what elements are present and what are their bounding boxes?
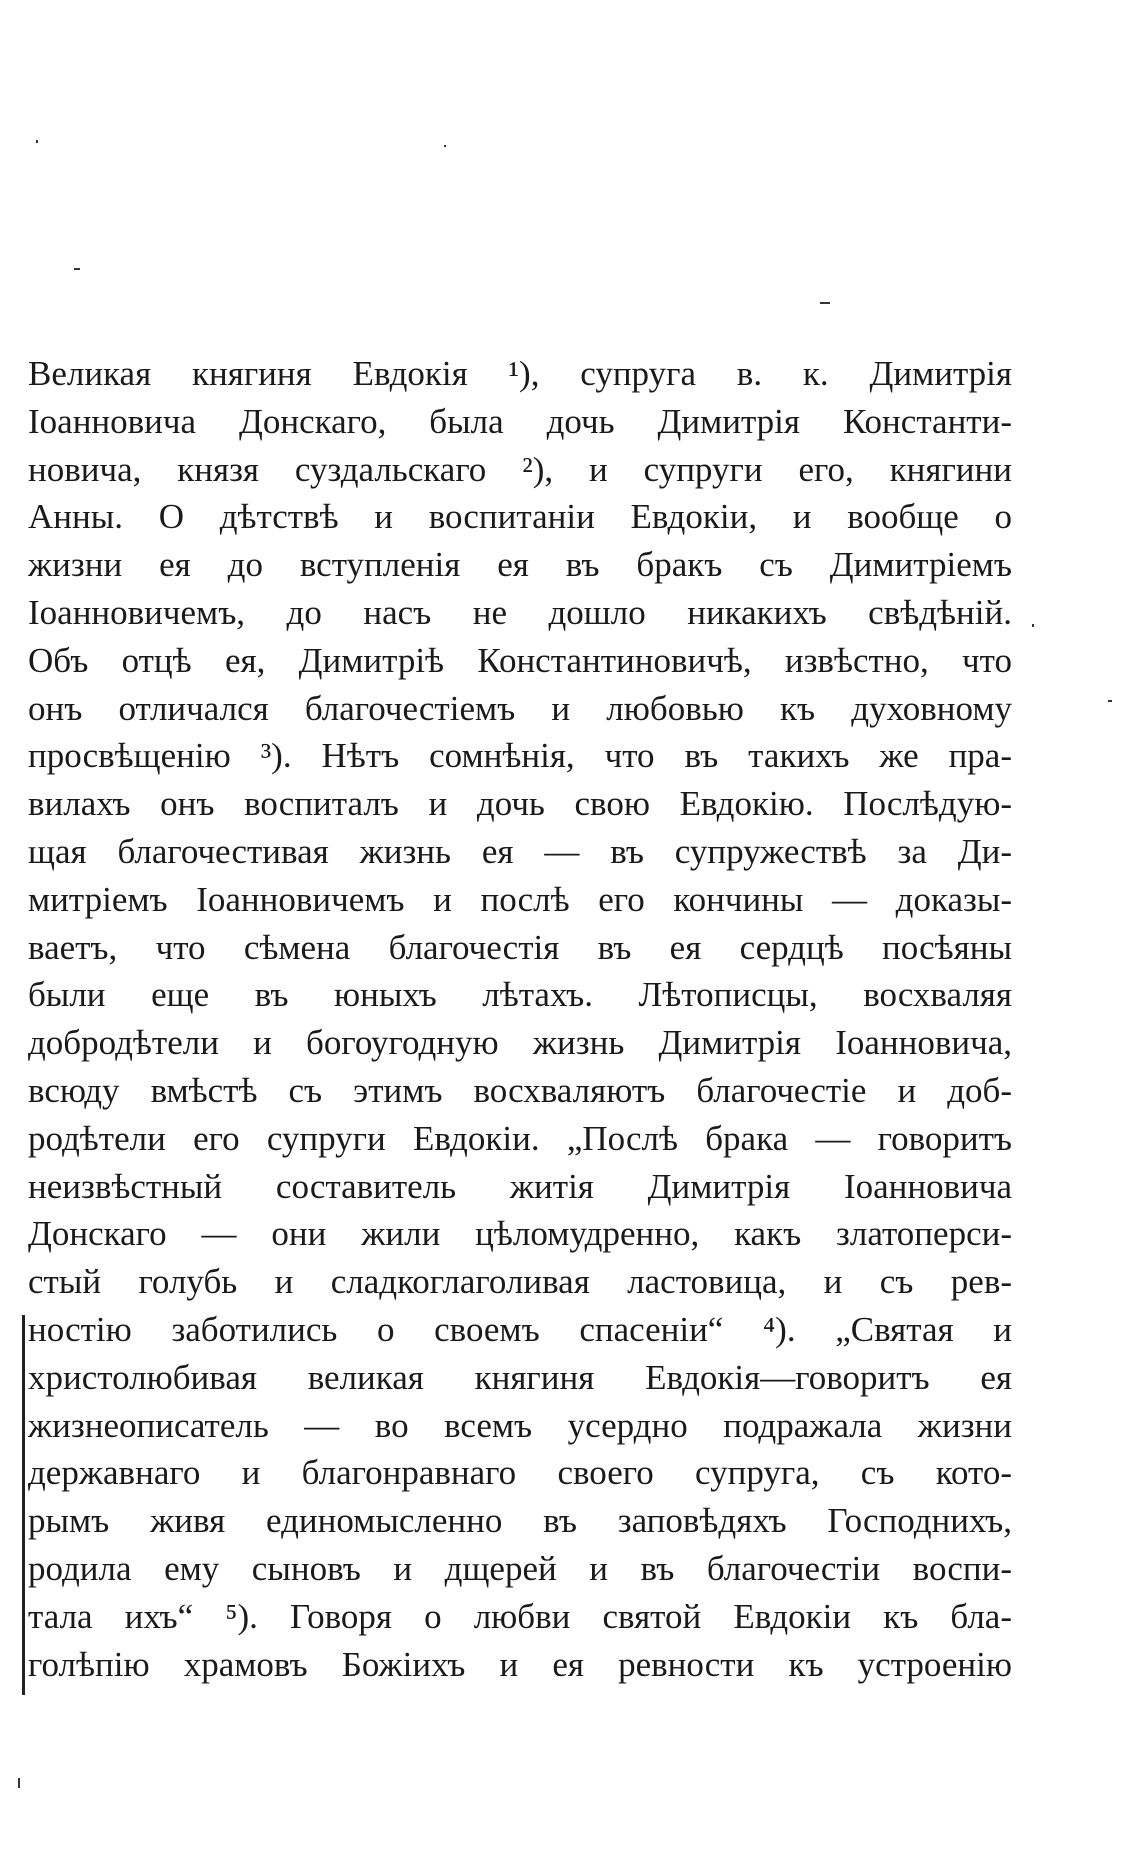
print-speck — [820, 302, 830, 304]
text-line: голѣпію храмовъ Божіихъ и ея ревности къ устроенію — [28, 1644, 1012, 1684]
margin-mark — [22, 1315, 25, 1695]
print-speck — [74, 268, 80, 270]
text-line: жизни ея до вступленія ея въ бракъ съ Димитріемъ — [28, 545, 1012, 585]
text-line: христолюбивая великая княгиня Евдокія—говоритъ ея — [28, 1357, 1012, 1397]
text-line: добродѣтели и богоугодную жизнь Димитрія Іоанновича, — [28, 1023, 1012, 1063]
body-text — [28, 350, 1012, 1688]
text-line: Объ отцѣ ея, Димитріѣ Константиновичѣ, извѣстно, что — [28, 640, 1012, 680]
text-line: вилахъ онъ воспиталъ и дочь свою Евдокію. Послѣдую- — [28, 784, 1012, 824]
text-line: Анны. О дѣтствѣ и воспитаніи Евдокіи, и вообще о — [28, 497, 1012, 537]
text-line: всюду вмѣстѣ съ этимъ восхваляютъ благочестіе и доб- — [28, 1070, 1012, 1110]
text-line: щая благочестивая жизнь ея — въ супружествѣ за Ди- — [28, 831, 1012, 871]
text-line: Іоанновичемъ, до насъ не дошло никакихъ свѣдѣній. — [28, 592, 1012, 632]
text-line: митріемъ Іоанновичемъ и послѣ его кончины — доказы- — [28, 879, 1012, 919]
print-speck — [444, 145, 446, 147]
print-speck — [1108, 700, 1112, 702]
print-speck — [1032, 624, 1034, 627]
text-line: родила ему сыновъ и дщерей и въ благочестіи воспи- — [28, 1548, 1012, 1588]
text-line: Іоанновича Донскаго, была дочь Димитрія Константи- — [28, 401, 1012, 441]
text-line: стый голубь и сладкоглаголивая ластовица, и съ рев- — [28, 1262, 1012, 1302]
print-speck — [36, 140, 38, 143]
text-line: жизнеописатель — во всемъ усердно подражала жизни — [28, 1405, 1012, 1445]
text-line: просвѣщенію ³). Нѣтъ сомнѣнія, что въ такихъ же пра- — [28, 736, 1012, 776]
text-line: онъ отличался благочестіемъ и любовью къ духовному — [28, 688, 1012, 728]
text-line: ваетъ, что сѣмена благочестія въ ея сердцѣ посѣяны — [28, 927, 1012, 967]
text-line: тала ихъ“ ⁵). Говоря о любви святой Евдокіи къ бла- — [28, 1596, 1012, 1636]
text-line: державнаго и благонравнаго своего супруга, съ кото- — [28, 1453, 1012, 1493]
text-line: Донскаго — они жили цѣломудренно, какъ златоперси- — [28, 1214, 1012, 1254]
text-line: неизвѣстный составитель житія Димитрія Іоанновича — [28, 1166, 1012, 1206]
text-line: рымъ живя единомысленно въ заповѣдяхъ Господнихъ, — [28, 1501, 1012, 1541]
text-line: родѣтели его супруги Евдокіи. „Послѣ брака — говоритъ — [28, 1118, 1012, 1158]
text-line: были еще въ юныхъ лѣтахъ. Лѣтописцы, восхваляя — [28, 975, 1012, 1015]
text-line: ностію заботились о своемъ спасеніи“ ⁴). „Святая и — [28, 1309, 1012, 1349]
print-speck — [18, 1778, 20, 1788]
text-line: Великая княгиня Евдокія ¹), супруга в. к. Димитрія — [28, 354, 1012, 393]
text-line: новича, князя суздальскаго ²), и супруги его, княгини — [28, 449, 1012, 489]
